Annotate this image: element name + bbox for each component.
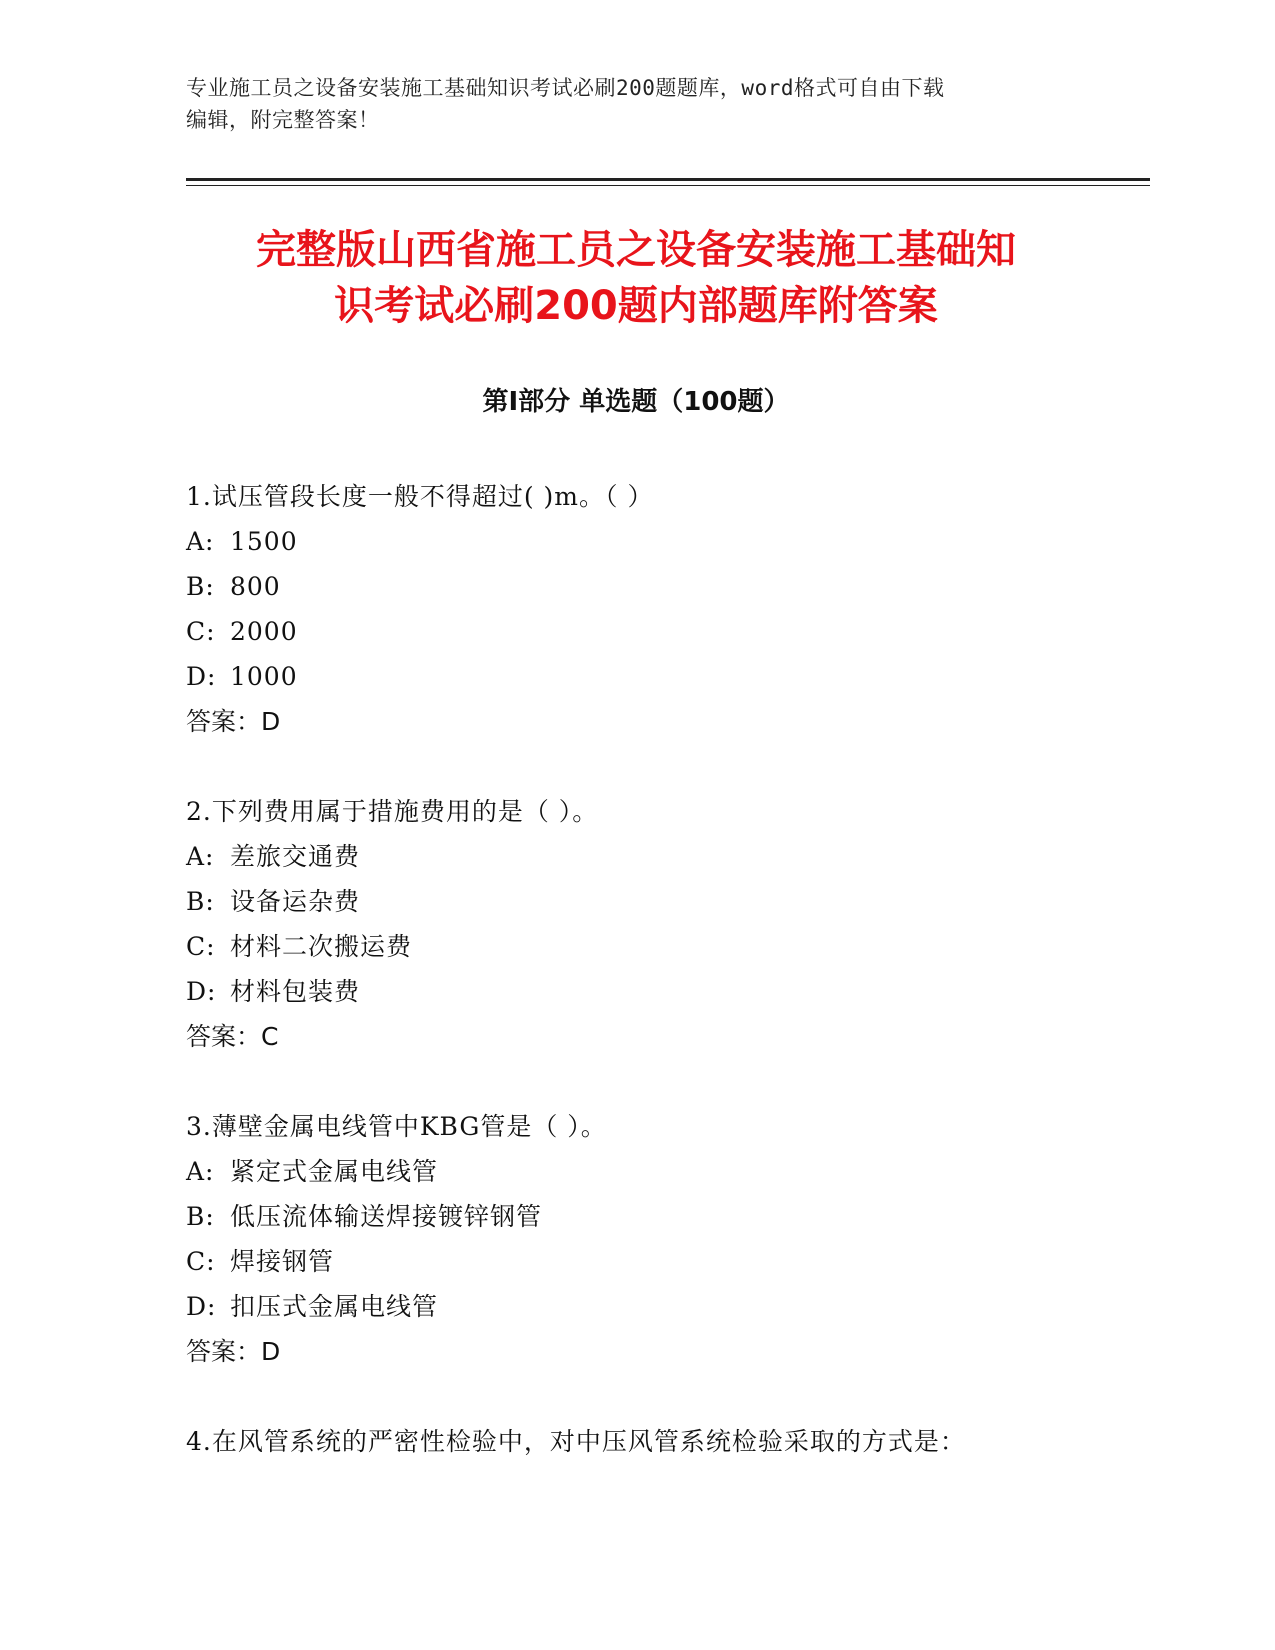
option-a [186,834,1106,879]
option-letter: A: [186,1157,215,1186]
option-text: 1500 [230,527,298,556]
option-letter: B: [186,1202,215,1231]
question-stem: 2.下列费用属于措施费用的是（ ）。 [186,797,599,826]
header-divider-thick [186,178,1150,181]
option-text: 低压流体输送焊接镀锌钢管 [230,1202,543,1231]
option-text: 800 [230,572,281,601]
option-text: 1000 [230,662,298,691]
answer-line: 答案：D [186,1337,281,1366]
option-b [186,879,1106,924]
answer-line: 答案：C [186,1022,279,1051]
option-b [186,564,1106,609]
option-c [186,609,1106,654]
option-letter: C: [186,1247,216,1276]
option-d [186,1284,1106,1329]
question-1 [186,474,1106,744]
question-3 [186,1104,1106,1374]
option-text: 差旅交通费 [230,842,361,871]
option-letter: C: [186,932,216,961]
option-letter: B: [186,572,215,601]
question-2 [186,789,1106,1059]
option-c [186,1239,1106,1284]
header-divider-thin [186,185,1150,186]
section-heading: 第Ⅰ部分 单选题（100题） [482,387,790,417]
option-text: 设备运杂费 [230,887,361,916]
option-letter: A: [186,527,215,556]
question-stem: 1.试压管段长度一般不得超过( )m。（ ） [186,482,654,511]
document-title-line2: 识考试必刷200题内部题库附答案 [334,283,938,329]
option-b [186,1194,1106,1239]
option-c [186,924,1106,969]
option-letter: D: [186,977,217,1006]
option-d [186,969,1106,1014]
question-stem: 3.薄壁金属电线管中KBG管是（ ）。 [186,1112,607,1141]
option-text: 扣压式金属电线管 [230,1292,439,1321]
document-title-line1: 完整版山西省施工员之设备安装施工基础知 [256,227,1016,273]
question-stem: 4.在风管系统的严密性检验中，对中压风管系统检验采取的方式是： [186,1427,966,1456]
option-a [186,519,1106,564]
header-note-line2: 编辑，附完整答案！ [186,108,380,132]
option-letter: A: [186,842,215,871]
option-text: 2000 [230,617,298,646]
option-letter: C: [186,617,216,646]
option-text: 材料包装费 [230,977,361,1006]
option-letter: D: [186,662,217,691]
answer-line: 答案：D [186,707,281,736]
option-a [186,1149,1106,1194]
header-note-line1: 专业施工员之设备安装施工基础知识考试必刷200题题库，word格式可自由下载 [186,76,945,100]
option-letter: B: [186,887,215,916]
option-text: 焊接钢管 [230,1247,335,1276]
header-note [186,72,1086,136]
option-text: 紧定式金属电线管 [230,1157,439,1186]
document-title [186,222,1086,334]
question-list [186,474,1106,1509]
question-4 [186,1419,1106,1464]
option-letter: D: [186,1292,217,1321]
option-text: 材料二次搬运费 [230,932,413,961]
option-d [186,654,1106,699]
